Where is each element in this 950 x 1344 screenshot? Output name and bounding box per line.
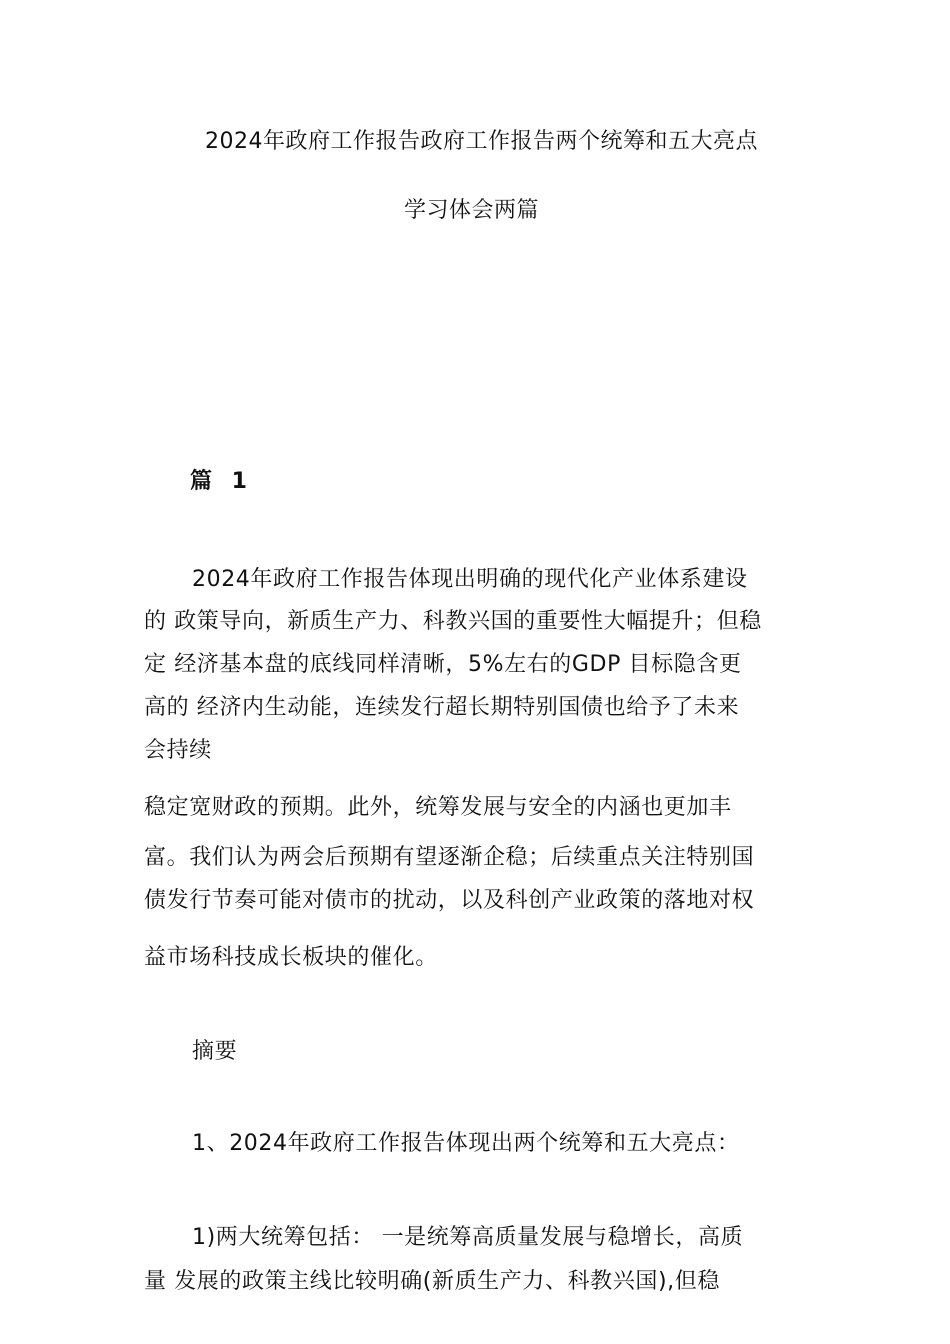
list-item: 1、2024年政府工作报告体现出两个统筹和五大亮点：: [192, 1131, 740, 1156]
document-title-line-1: 2024年政府工作报告政府工作报告两个统筹和五大亮点: [205, 129, 758, 154]
sub-item-line: 量 发展的政策主线比较明确(新质生产力、科教兴国),但稳: [144, 1269, 720, 1294]
paragraph-line: 高的 经济内生动能，连续发行超长期特别国债也给予了未来: [144, 695, 740, 720]
paragraph-line: 益市场科技成长板块的催化。: [144, 945, 438, 970]
paragraph-line: 会持续: [144, 738, 212, 763]
paragraph-line: 定 经济基本盘的底线同样清晰，5%左右的GDP 目标隐含更: [144, 652, 742, 677]
document-title-line-2: 学习体会两篇: [404, 198, 540, 223]
paragraph-line: 富。我们认为两会后预期有望逐渐企稳；后续重点关注特别国: [144, 845, 755, 870]
summary-label: 摘要: [192, 1039, 238, 1064]
paragraph-line: 2024年政府工作报告体现出明确的现代化产业体系建设: [192, 567, 748, 592]
paragraph-line: 债发行节奏可能对债市的扰动，以及科创产业政策的落地对权: [144, 888, 755, 913]
section-heading: 篇 1: [190, 469, 253, 494]
sub-item-line: 1)两大统筹包括： 一是统筹高质量发展与稳增长，高质: [192, 1225, 744, 1250]
paragraph-line: 稳定宽财政的预期。此外，统筹发展与安全的内涵也更加丰: [144, 795, 732, 820]
paragraph-line: 的 政策导向，新质生产力、科教兴国的重要性大幅提升；但稳: [144, 609, 762, 634]
